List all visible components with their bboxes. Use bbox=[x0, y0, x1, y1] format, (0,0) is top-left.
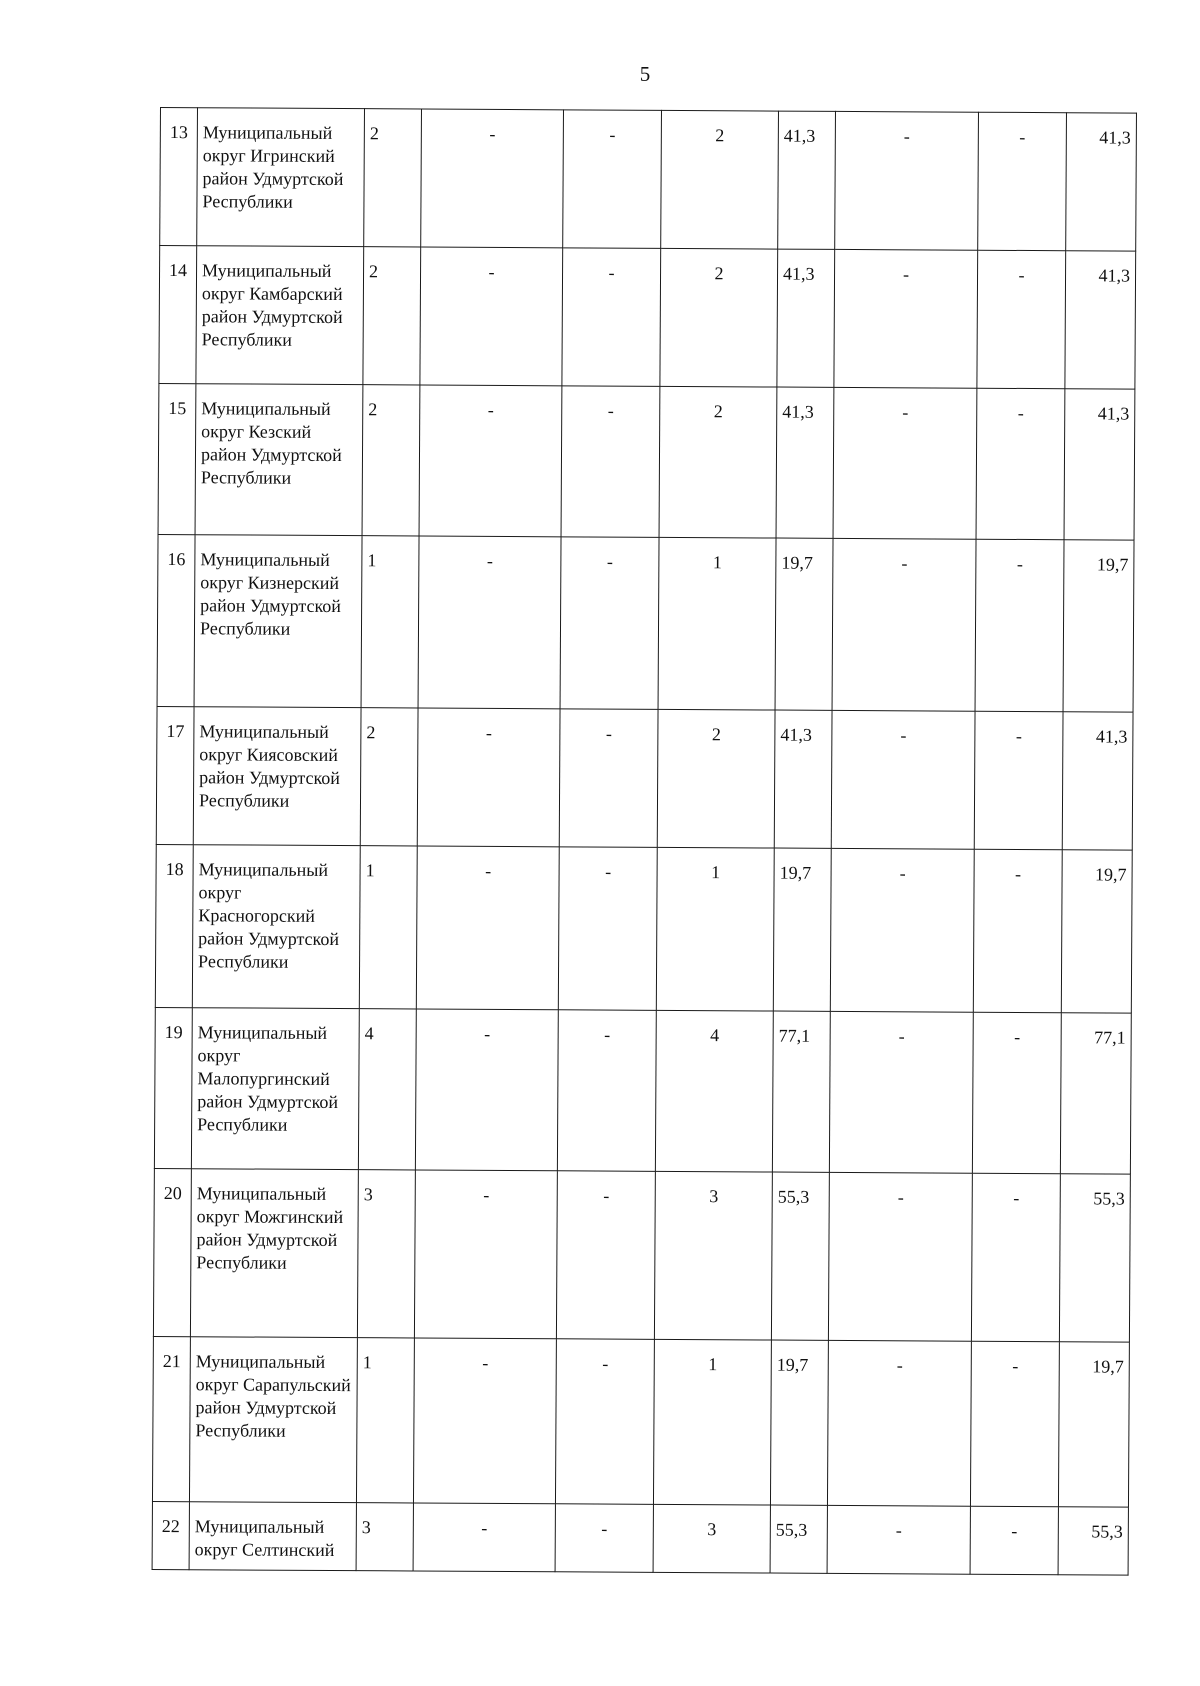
cell-value: 41,3 bbox=[1062, 712, 1133, 850]
cell-value: - bbox=[417, 708, 560, 847]
cell-value: 55,3 bbox=[1058, 1507, 1128, 1575]
cell-value: 41,3 bbox=[1064, 389, 1135, 540]
cell-value: 55,3 bbox=[770, 1505, 827, 1573]
cell-value: - bbox=[557, 1010, 656, 1172]
cell-value: - bbox=[413, 1503, 555, 1572]
cell-value: - bbox=[829, 1011, 973, 1173]
cell-value: 41,3 bbox=[1065, 251, 1136, 389]
cell-value: 1 bbox=[359, 846, 417, 1009]
cell-value: 55,3 bbox=[1059, 1174, 1130, 1342]
cell-value: - bbox=[556, 1171, 655, 1340]
table-row bbox=[154, 1007, 1131, 1174]
table-row bbox=[155, 844, 1132, 1013]
cell-value: 4 bbox=[655, 1010, 773, 1172]
cell-value: - bbox=[827, 1340, 971, 1506]
cell-value: - bbox=[415, 1009, 558, 1171]
cell-value: - bbox=[971, 1173, 1060, 1342]
cell-value: 2 bbox=[364, 109, 422, 247]
page-number: 5 bbox=[639, 62, 651, 86]
cell-value: - bbox=[977, 250, 1066, 389]
row-number: 17 bbox=[156, 706, 194, 844]
municipality-name: Муниципальный округ Сарапульский район Удмуртской Республики bbox=[189, 1337, 357, 1503]
cell-value: 41,3 bbox=[776, 387, 834, 538]
cell-value: 19,7 bbox=[1061, 850, 1132, 1013]
cell-value: 2 bbox=[660, 248, 778, 387]
cell-value: - bbox=[975, 539, 1064, 712]
row-number: 13 bbox=[160, 108, 198, 246]
municipality-name: Муниципальный округ Кезский район Удмуртской Республики bbox=[195, 384, 363, 536]
cell-value: 55,3 bbox=[771, 1172, 829, 1340]
municipality-name: Муниципальный округ Красногорский район Удмуртской Республики bbox=[192, 845, 360, 1009]
cell-value: 3 bbox=[654, 1171, 772, 1340]
cell-value: - bbox=[558, 847, 657, 1011]
cell-value: - bbox=[562, 248, 661, 387]
cell-value: - bbox=[419, 385, 562, 537]
municipality-name: Муниципальный округ Кизнерский район Удмуртской Республики bbox=[194, 535, 362, 708]
cell-value: 19,7 bbox=[1063, 540, 1134, 712]
cell-value: - bbox=[970, 1506, 1058, 1575]
cell-value: - bbox=[416, 846, 559, 1010]
row-number: 15 bbox=[158, 383, 196, 534]
cell-value: - bbox=[555, 1504, 653, 1573]
cell-value: 1 bbox=[658, 537, 776, 710]
table-row bbox=[152, 1336, 1129, 1507]
cell-value: - bbox=[413, 1338, 556, 1504]
cell-value: 19,7 bbox=[1058, 1342, 1129, 1507]
cell-value: 19,7 bbox=[775, 538, 833, 710]
cell-value: - bbox=[970, 1341, 1059, 1507]
table-row bbox=[152, 1501, 1128, 1575]
cell-value: 41,3 bbox=[774, 710, 832, 848]
cell-value: 19,7 bbox=[773, 848, 831, 1011]
cell-value: 77,1 bbox=[772, 1011, 830, 1172]
table-row bbox=[157, 534, 1134, 712]
cell-value: - bbox=[559, 709, 658, 848]
cell-value: 2 bbox=[659, 386, 777, 538]
cell-value: - bbox=[973, 849, 1062, 1013]
cell-value: - bbox=[978, 112, 1067, 251]
cell-value: - bbox=[414, 1170, 557, 1339]
cell-value: 2 bbox=[661, 110, 779, 249]
row-number: 20 bbox=[153, 1168, 191, 1336]
cell-value: 41,3 bbox=[778, 111, 836, 249]
municipality-name: Муниципальный округ Киясовский район Удмуртской Республики bbox=[193, 707, 361, 846]
cell-value: 1 bbox=[361, 536, 419, 708]
municipality-name: Муниципальный округ Можгинский район Удмуртской Республики bbox=[190, 1169, 358, 1338]
cell-value: 3 bbox=[356, 1503, 413, 1571]
table-row bbox=[160, 108, 1137, 252]
row-number: 22 bbox=[152, 1501, 189, 1569]
cell-value: - bbox=[418, 536, 561, 709]
cell-value: - bbox=[560, 537, 659, 710]
row-number: 14 bbox=[159, 246, 197, 384]
cell-value: 41,3 bbox=[1066, 113, 1137, 251]
cell-value: - bbox=[828, 1172, 972, 1341]
cell-value: - bbox=[420, 247, 563, 386]
municipality-name: Муниципальный округ Малопургинский район Удмуртской Республики bbox=[191, 1008, 359, 1170]
cell-value: 1 bbox=[656, 847, 774, 1011]
cell-value: - bbox=[833, 387, 977, 539]
cell-value: 1 bbox=[653, 1339, 771, 1505]
allocation-table bbox=[152, 107, 1137, 1576]
table-row bbox=[158, 383, 1135, 540]
cell-value: 2 bbox=[360, 708, 418, 846]
row-number: 21 bbox=[152, 1336, 190, 1501]
cell-value: - bbox=[421, 109, 564, 248]
cell-value: - bbox=[831, 710, 975, 849]
cell-value: - bbox=[835, 111, 979, 250]
cell-value: 2 bbox=[657, 709, 775, 848]
cell-value: 3 bbox=[357, 1170, 415, 1338]
cell-value: 19,7 bbox=[770, 1340, 828, 1505]
table-row bbox=[156, 706, 1133, 850]
table-row bbox=[159, 246, 1136, 390]
cell-value: - bbox=[563, 110, 662, 249]
municipality-name: Муниципальный округ Селтинский bbox=[189, 1502, 356, 1571]
cell-value: - bbox=[830, 848, 974, 1012]
cell-value: 41,3 bbox=[777, 249, 835, 387]
cell-value: - bbox=[972, 1012, 1061, 1174]
cell-value: - bbox=[555, 1339, 654, 1505]
municipality-name: Муниципальный округ Игринский район Удмуртской Республики bbox=[197, 108, 365, 247]
cell-value: - bbox=[832, 538, 976, 711]
row-number: 18 bbox=[155, 844, 193, 1007]
cell-value: 4 bbox=[358, 1009, 416, 1170]
row-number: 19 bbox=[154, 1007, 192, 1168]
cell-value: - bbox=[974, 711, 1063, 850]
cell-value: 77,1 bbox=[1060, 1013, 1131, 1174]
cell-value: - bbox=[834, 249, 978, 388]
cell-value: 1 bbox=[356, 1338, 414, 1503]
cell-value: 2 bbox=[363, 247, 421, 385]
table-row bbox=[153, 1168, 1130, 1342]
cell-value: - bbox=[976, 388, 1065, 540]
cell-value: - bbox=[561, 386, 660, 538]
cell-value: 3 bbox=[653, 1504, 770, 1573]
municipality-name: Муниципальный округ Камбарский район Удмуртской Республики bbox=[196, 246, 364, 385]
cell-value: 2 bbox=[362, 385, 420, 536]
cell-value: - bbox=[827, 1505, 970, 1574]
row-number: 16 bbox=[157, 534, 195, 706]
